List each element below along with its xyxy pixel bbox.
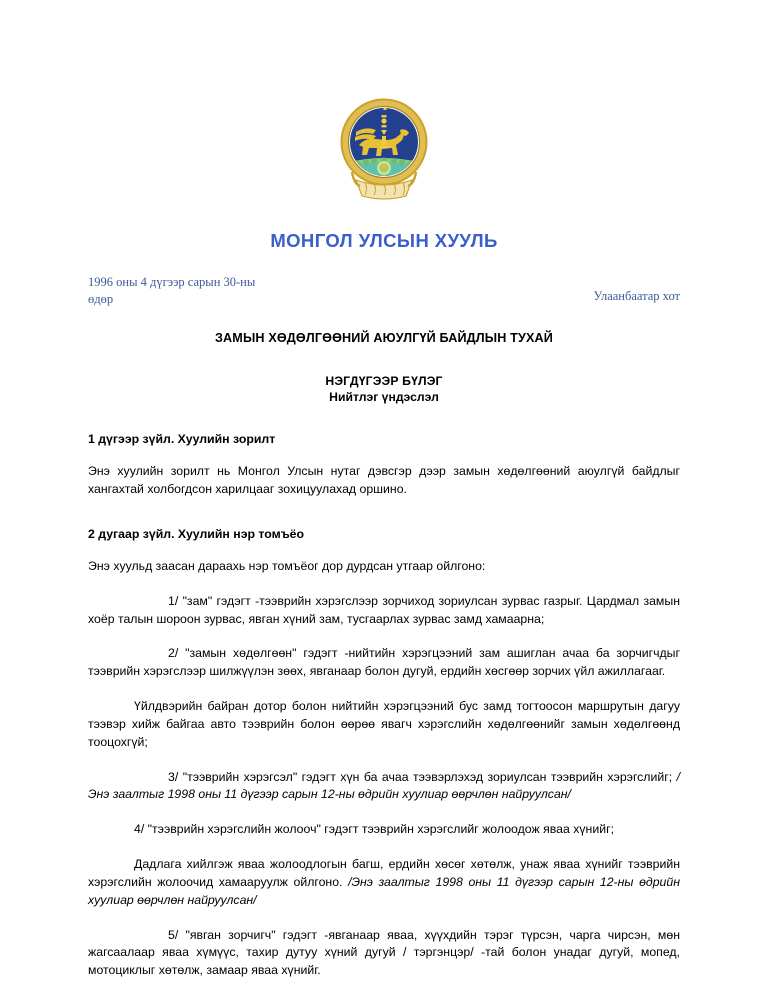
issue-date (88, 274, 318, 307)
article-2-intro: Энэ хуульд заасан дараахь нэр томъёог дор дурдсан утгаар ойлгоно: (88, 558, 486, 573)
article-2-item-2: 2/ "замын хөдөлгөөн" гэдэгт -нийтийн хэрэгцээний зам ашиглан ачаа ба зорчигчдыг тээврийн хэрэгслээр шилжүүлэн зөөх, явганаар болон дугуй, ердийн хөсгөөр зорчих үйл ажиллагааг. (88, 646, 680, 679)
article-2-item-3 (88, 769, 680, 805)
issue-date-line1: 1996 оны 4 дүгээр сарын 30-ны (88, 275, 256, 289)
article-2-item-2-note: Үйлдвэрийн байран дотор болон нийтийн хэрэгцээний бус замд тогтоосон маршрутын дагуу тээвэр хийж байгаа авто тээврийн болон өөрөө явагч хэрэгслийн хөдөлгөөнийг замын хөдөлгөөнд тооцохгүй; (88, 699, 680, 749)
document-meta (88, 274, 680, 307)
emblem-container (88, 0, 680, 204)
issue-date-line2: өдөр (88, 291, 114, 306)
article-2-item-4-amendment: /Энэ заалтыг 1998 оны 11 дүгээр сарын 12-ны өдрийн хуулиар өөрчлөн найруулсан/ (88, 874, 680, 907)
article-2-item-4: 4/ "тээврийн хэрэгслийн жолооч" гэдэгт тээврийн хэрэгслийг жолоодож яваа хүнийг; (134, 822, 614, 837)
law-name-heading: ЗАМЫН ХӨДӨЛГӨӨНИЙ АЮУЛГҮЙ БАЙДЛЫН ТУХАЙ (215, 331, 553, 346)
issue-city: Улаанбаатар хот (593, 289, 680, 303)
chapter-heading: НЭГДҮГЭЭР БҮЛЭГ (325, 374, 443, 389)
chapter-subtitle: Нийтлэг үндэслэл (329, 390, 439, 405)
article-2-item-4-note (88, 856, 680, 909)
article-2-item-5: 5/ "явган зорчигч" гэдэгт -явганаар яваа, хүүхдийн тэрэг түрсэн, чарга чирсэн, мөн жагсаалаар яваа хүмүүс, тахир дутуу хүний дугуй / тэргэнцэр/ -тай болон унадаг дугуй, мопед, мотоциклыг хөтөлж, замаар яваа хүнийг. (88, 927, 680, 978)
article-2-item-1: 1/ "зам" гэдэгт -тээврийн хэрэгслээр зорчиход зориулсан зурвас газрыг. Цардмал замын хоёр талын шороон зурвас, явган хүний зам, тусгаарлах зурвас замд хамаарна; (88, 593, 680, 626)
article-2-item-3-text: 3/ "тээврийн хэрэгсэл" гэдэгт хүн ба ачаа тээвэрлэхэд зориулсан тээврийн хэрэгслийг; (168, 769, 677, 784)
mongolia-state-emblem-icon (332, 92, 436, 204)
article-1-body: Энэ хуулийн зорилт нь Монгол Улсын нутаг дэвсгэр дээр замын хөдөлгөөний аюулгүй байдлыг хангахтай холбогдсон харилцааг зохицуулахад оршино. (88, 464, 680, 497)
article-2-item-4-note-text: Дадлага хийлгэж яваа жолоодлогын багш, ердийн хөсөг хөтөлж, унаж яваа хүнийг тээврийн хэрэгслийн жолоочид хамааруулж ойлгоно. (88, 857, 680, 889)
article-2-heading: 2 дугаар зүйл. Хуулийн нэр томъёо (88, 526, 305, 541)
article-2-item-3-amendment: /Энэ заалтыг 1998 оны 11 дүгээр сарын 12-ны өдрийн хуулиар өөрчлөн найруулсан/ (88, 769, 680, 802)
page-title: МОНГОЛ УЛСЫН ХУУЛЬ (270, 230, 498, 251)
article-1-heading: 1 дүгээр зүйл. Хуулийн зорилт (88, 432, 276, 447)
